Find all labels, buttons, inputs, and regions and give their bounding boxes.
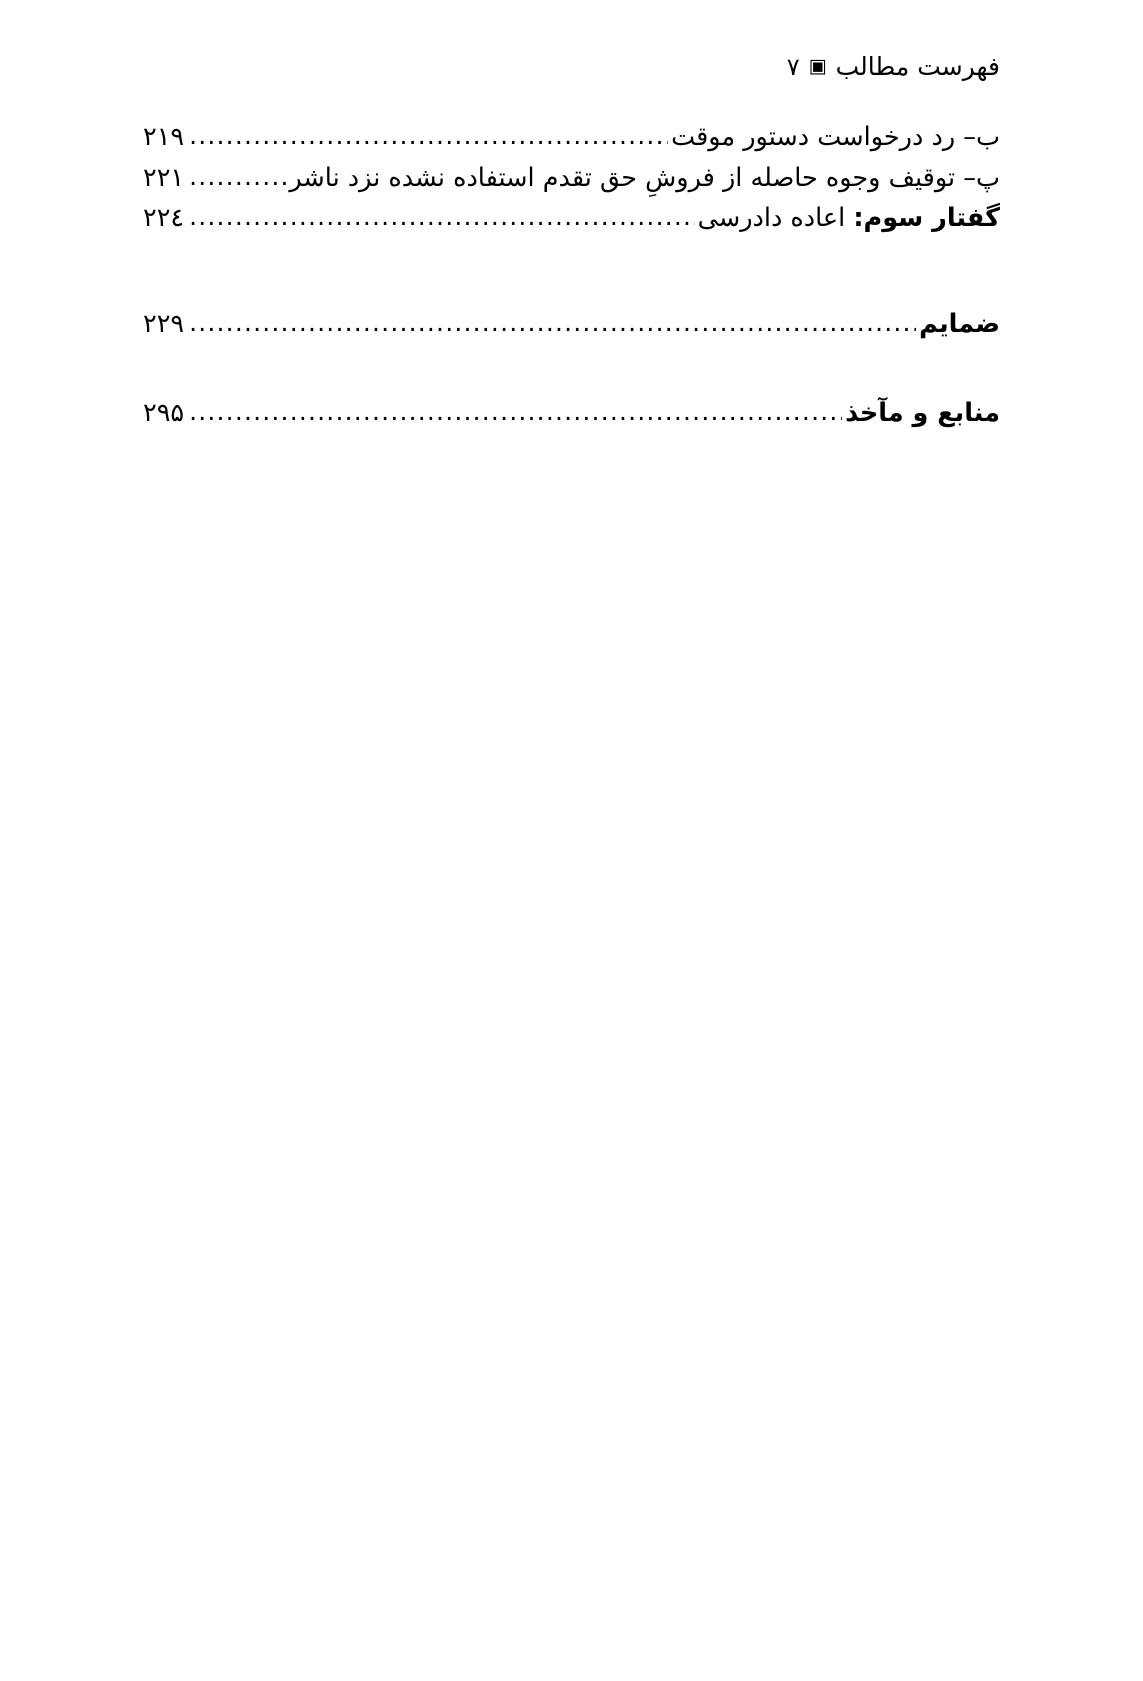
toc-entry-page: ۲۹۵ xyxy=(143,398,185,428)
toc-entry-title xyxy=(697,203,1000,233)
toc-entry-page: ۲۲٤ xyxy=(143,203,185,233)
toc-entry[interactable] xyxy=(143,124,1000,151)
running-header-title: فهرست مطالب xyxy=(835,52,1000,81)
running-header-page-number: ۷ xyxy=(786,53,800,81)
toc-entry[interactable] xyxy=(143,162,1000,193)
running-header xyxy=(143,52,1000,82)
toc-entry-page: ۲۲۱ xyxy=(143,162,185,193)
toc-entry[interactable] xyxy=(143,205,1000,232)
toc-entry[interactable] xyxy=(143,308,1000,339)
table-of-contents xyxy=(143,124,1000,441)
toc-entry-title: ضمایم xyxy=(919,308,1000,339)
toc-entry-title: ب– رد درخواست دستور موقت xyxy=(671,122,1000,152)
toc-entry-page: ۲۱۹ xyxy=(143,122,185,152)
toc-leader-dots xyxy=(189,123,668,148)
toc-leader-dots xyxy=(189,164,286,189)
toc-leader-dots xyxy=(189,399,842,424)
toc-entry-title-emphasis: گفتار سوم: xyxy=(853,203,1000,233)
toc-entry-title-rest: اعاده دادرسی xyxy=(697,203,854,233)
toc-leader-dots xyxy=(189,310,916,335)
toc-leader-dots xyxy=(189,204,694,229)
toc-entry-title: منابع و مآخذ xyxy=(845,398,1000,428)
toc-entry-page: ۲۲۹ xyxy=(143,308,185,339)
toc-entry[interactable] xyxy=(143,400,1000,427)
square-bullet-icon: ▣ xyxy=(808,55,827,77)
toc-entry-title: پ– توقیف وجوه حاصله از فروشِ حق تقدم استفاده نشده نزد ناشر xyxy=(289,162,1000,193)
